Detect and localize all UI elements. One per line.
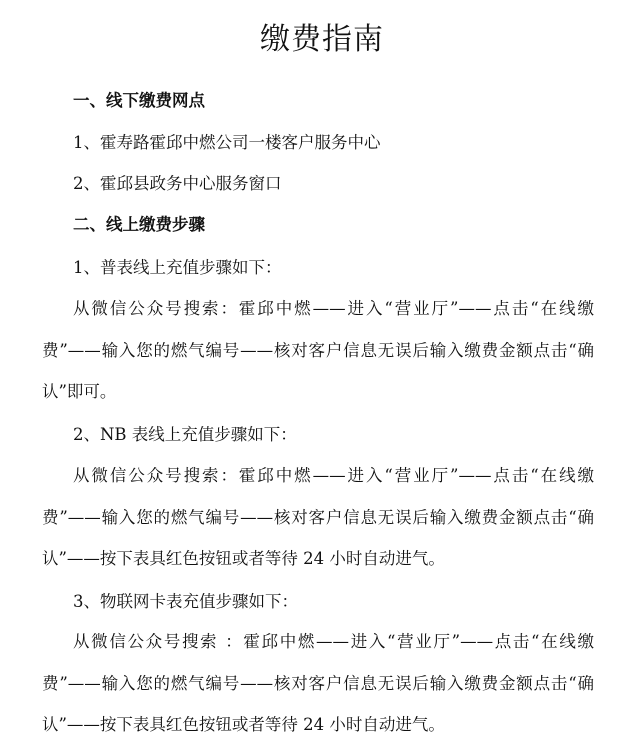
step-label: 2、NB 表线上充值步骤如下： (73, 425, 297, 444)
step-instructions: 从微信公众号搜索 ：霍邱中燃——进入“营业厅”——点击“在线缴费”——输入您的燃气编号——核对客户信息无误后输入缴费金额点击“确认”——按下表具红色按钮或者等待 24 小时自动进气。 (42, 632, 594, 734)
section-heading-online: 二、线上缴费步骤 (73, 215, 205, 234)
step-label: 3、物联网卡表充值步骤如下： (73, 592, 298, 611)
step-instructions: 从微信公众号搜索：霍邱中燃——进入“营业厅”——点击“在线缴费”——输入您的燃气编号——核对客户信息无误后输入缴费金额点击“确认”即可。 (42, 299, 594, 401)
step-label: 1、普表线上充值步骤如下： (73, 258, 282, 277)
step-instructions: 从微信公众号搜索：霍邱中燃——进入“营业厅”——点击“在线缴费”——输入您的燃气编号——核对客户信息无误后输入缴费金额点击“确认”——按下表具红色按钮或者等待 24 小时自动进气。 (42, 466, 594, 568)
section-heading-offline: 一、线下缴费网点 (73, 91, 205, 110)
page-title: 缴费指南 (260, 22, 384, 57)
offline-location-item: 1、霍寿路霍邱中燃公司一楼客户服务中心 (73, 133, 381, 152)
offline-location-item: 2、霍邱县政务中心服务窗口 (73, 174, 282, 193)
